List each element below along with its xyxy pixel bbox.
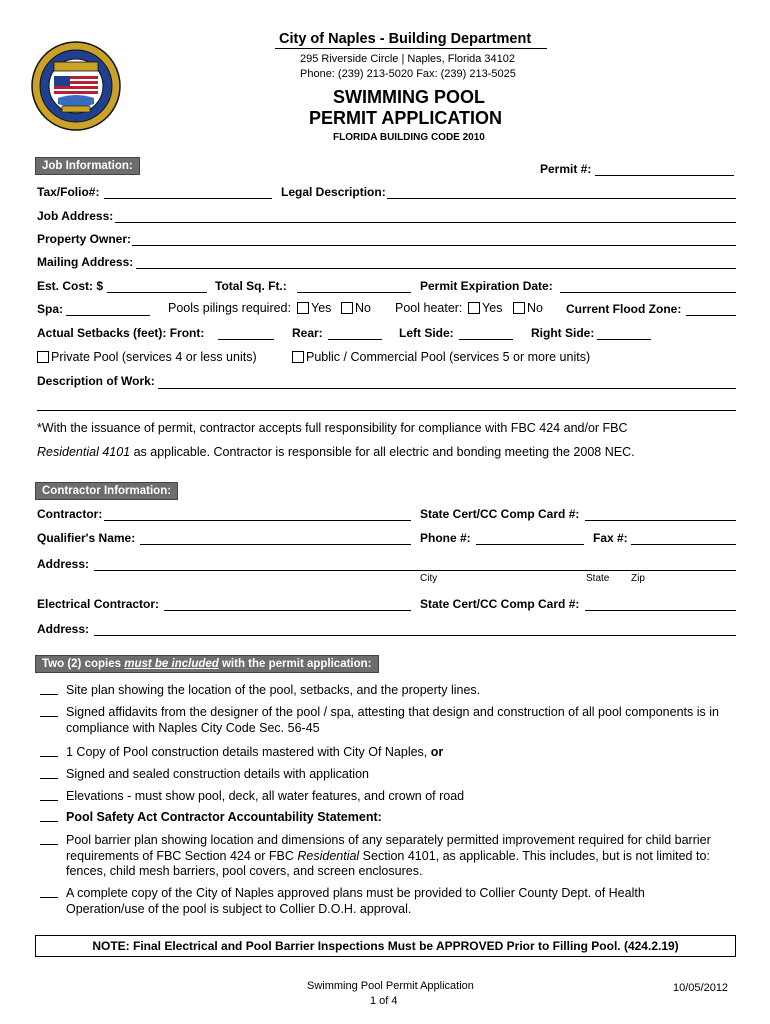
note-box bbox=[35, 935, 736, 957]
expiration-label: Permit Expiration Date: bbox=[420, 279, 553, 293]
description-label: Description of Work: bbox=[37, 374, 155, 388]
checklist-item[interactable] bbox=[40, 810, 740, 826]
checklist-blank[interactable] bbox=[40, 767, 58, 779]
checklist-text: Pool Safety Act Contractor Accountability Statement: bbox=[66, 810, 382, 824]
public-pool-option[interactable] bbox=[292, 350, 590, 364]
setbacks-rear-label: Rear: bbox=[292, 326, 323, 340]
cert-label: State Cert/CC Comp Card #: bbox=[420, 507, 580, 521]
contractor-address-label: Address: bbox=[37, 557, 90, 571]
notice-line-2 bbox=[37, 445, 635, 459]
page-title-line1: SWIMMING POOL bbox=[333, 87, 485, 107]
city-seal bbox=[30, 40, 122, 132]
city-caption: City bbox=[420, 573, 438, 584]
mailing-label: Mailing Address: bbox=[37, 255, 134, 269]
cert-field[interactable] bbox=[585, 520, 736, 521]
checklist-text: Pool barrier plan showing location and dimensions of any separately permitted improvement required for child barrier requirements of FBC Section 424 or FBC bbox=[66, 833, 711, 863]
section-contractor-information: Contractor Information: bbox=[35, 482, 178, 500]
expiration-field[interactable] bbox=[560, 292, 736, 293]
setbacks-front-label: Actual Setbacks (feet): Front: bbox=[37, 326, 205, 340]
checklist-text: Site plan showing the location of the pool, setbacks, and the property lines. bbox=[66, 683, 481, 697]
checklist-item[interactable] bbox=[40, 789, 740, 805]
description-field-2[interactable] bbox=[37, 410, 736, 411]
pilings-yes-checkbox[interactable] bbox=[297, 302, 309, 314]
setbacks-right-field[interactable] bbox=[597, 339, 651, 340]
checklist-text: 1 Copy of Pool construction details mastered with City Of Naples, bbox=[66, 745, 431, 759]
checklist-item[interactable] bbox=[40, 886, 740, 917]
contractor-label: Contractor: bbox=[37, 507, 103, 521]
setbacks-left-field[interactable] bbox=[459, 339, 513, 340]
qualifier-field[interactable] bbox=[140, 544, 411, 545]
private-pool-option[interactable] bbox=[37, 350, 257, 364]
heater-no-label: No bbox=[527, 301, 543, 315]
department-title: City of Naples - Building Department bbox=[279, 31, 532, 47]
private-pool-checkbox[interactable] bbox=[37, 351, 49, 363]
owner-field[interactable] bbox=[132, 245, 736, 246]
section-copies bbox=[35, 655, 379, 673]
heater-label: Pool heater: bbox=[395, 301, 463, 315]
fax-label: Fax #: bbox=[593, 531, 628, 545]
footer-page: 1 of 4 bbox=[370, 995, 398, 1007]
electrical-field[interactable] bbox=[164, 610, 411, 611]
spa-label: Spa: bbox=[37, 302, 64, 316]
electrical-address-label: Address: bbox=[37, 622, 90, 636]
checklist-blank[interactable] bbox=[40, 810, 58, 822]
pilings-no-checkbox[interactable] bbox=[341, 302, 353, 314]
flood-label: Current Flood Zone: bbox=[566, 302, 682, 316]
contractor-address-field[interactable] bbox=[94, 570, 736, 571]
zip-caption: Zip bbox=[631, 573, 645, 584]
copies-post: with the permit application: bbox=[218, 658, 372, 670]
checklist-text: Elevations - must show pool, deck, all water features, and crown of road bbox=[66, 789, 465, 803]
mailing-field[interactable] bbox=[136, 268, 736, 269]
setbacks-right-label: Right Side: bbox=[531, 326, 595, 340]
sqft-label: Total Sq. Ft.: bbox=[215, 279, 287, 293]
pilings-label: Pools pilings required: bbox=[168, 301, 291, 315]
footer-date: 10/05/2012 bbox=[673, 982, 729, 994]
checklist-item[interactable] bbox=[40, 833, 740, 880]
fax-field[interactable] bbox=[631, 544, 736, 545]
sqft-field[interactable] bbox=[297, 292, 411, 293]
private-pool-label: Private Pool (services 4 or less units) bbox=[51, 350, 257, 364]
notice-line-1: *With the issuance of permit, contractor accepts full responsibility for compliance with FBC 424 and/or FBC bbox=[37, 421, 628, 435]
checklist-text: Signed affidavits from the designer of the pool / spa, attesting that design and construction of all pool components is in compliance with Naples City Code Sec. 56-45 bbox=[66, 705, 719, 735]
phone-label: Phone #: bbox=[420, 531, 471, 545]
checklist-item[interactable] bbox=[40, 767, 740, 783]
checklist-text: A complete copy of the City of Naples approved plans must be provided to Collier County Dept. of Health Operation/use of the pool is subject to Collier D.O.H. approval. bbox=[66, 886, 645, 916]
setbacks-front-field[interactable] bbox=[218, 339, 274, 340]
footer-title: Swimming Pool Permit Application bbox=[307, 980, 474, 992]
department-address: 295 Riverside Circle | Naples, Florida 34102 bbox=[300, 53, 516, 65]
legal-label: Legal Description: bbox=[281, 185, 386, 199]
copies-pre: Two (2) copies bbox=[42, 658, 125, 670]
pilings-no[interactable] bbox=[341, 301, 371, 315]
public-pool-checkbox[interactable] bbox=[292, 351, 304, 363]
checklist-blank[interactable] bbox=[40, 833, 58, 845]
permit-field[interactable] bbox=[595, 175, 734, 176]
flood-field[interactable] bbox=[686, 315, 736, 316]
state-caption: State bbox=[586, 573, 610, 584]
checklist-item[interactable] bbox=[40, 705, 740, 736]
job-address-field[interactable] bbox=[115, 222, 736, 223]
heater-no-checkbox[interactable] bbox=[513, 302, 525, 314]
qualifier-label: Qualifier's Name: bbox=[37, 531, 136, 545]
spa-field[interactable] bbox=[66, 315, 150, 316]
phone-field[interactable] bbox=[476, 544, 584, 545]
page-title-line2: PERMIT APPLICATION bbox=[309, 108, 502, 128]
tax-field[interactable] bbox=[104, 198, 272, 199]
checklist-blank[interactable] bbox=[40, 886, 58, 898]
checklist-text-wrap bbox=[66, 745, 726, 761]
code-subtitle: FLORIDA BUILDING CODE 2010 bbox=[333, 132, 485, 143]
note-text: NOTE: Final Electrical and Pool Barrier Inspections Must be APPROVED Prior to Filling Pool. (424.2.19) bbox=[92, 939, 679, 953]
cost-field[interactable] bbox=[107, 292, 207, 293]
header-rule bbox=[275, 48, 547, 49]
section-job-information: Job Information: bbox=[35, 157, 140, 175]
checklist-text: Signed and sealed construction details with application bbox=[66, 767, 369, 781]
checklist-blank[interactable] bbox=[40, 683, 58, 695]
checklist-blank[interactable] bbox=[40, 789, 58, 801]
description-field-1[interactable] bbox=[158, 388, 736, 389]
checklist-item[interactable] bbox=[40, 745, 740, 761]
notice-rest: as applicable. Contractor is responsible for all electric and bonding meeting the 2008 NEC. bbox=[130, 445, 635, 459]
copies-emphasis: must be included bbox=[124, 658, 219, 670]
legal-field[interactable] bbox=[387, 198, 736, 199]
public-pool-label: Public / Commercial Pool (services 5 or more units) bbox=[306, 350, 591, 364]
or-word: or bbox=[430, 745, 444, 759]
heater-yes-checkbox[interactable] bbox=[468, 302, 480, 314]
tax-label: Tax/Folio#: bbox=[37, 185, 100, 199]
checklist-item[interactable] bbox=[40, 683, 740, 699]
setbacks-rear-field[interactable] bbox=[328, 339, 382, 340]
heater-yes[interactable] bbox=[468, 301, 502, 315]
checklist-text-rest: Section 4101, as applicable. This includes, but is not limited to: fences, child mesh barriers, pool covers, and screen enclosures. bbox=[66, 848, 710, 878]
contractor-field[interactable] bbox=[104, 520, 411, 521]
electrical-label: Electrical Contractor: bbox=[37, 597, 160, 611]
heater-yes-label: Yes bbox=[482, 301, 503, 315]
pilings-yes-label: Yes bbox=[311, 301, 332, 315]
residential-italic: Residential bbox=[297, 848, 360, 863]
checklist-blank[interactable] bbox=[40, 705, 58, 717]
permit-label: Permit #: bbox=[540, 162, 592, 176]
pilings-no-label: No bbox=[355, 301, 371, 315]
cert2-label: State Cert/CC Comp Card #: bbox=[420, 597, 580, 611]
department-phone: Phone: (239) 213-5020 Fax: (239) 213-5025 bbox=[300, 68, 516, 80]
job-address-label: Job Address: bbox=[37, 209, 114, 223]
cert2-field[interactable] bbox=[585, 610, 736, 611]
checklist-blank[interactable] bbox=[40, 745, 58, 757]
pilings-yes[interactable] bbox=[297, 301, 331, 315]
owner-label: Property Owner: bbox=[37, 232, 132, 246]
checklist-text-wrap bbox=[66, 833, 726, 880]
heater-no[interactable] bbox=[513, 301, 543, 315]
setbacks-left-label: Left Side: bbox=[399, 326, 454, 340]
cost-label: Est. Cost: $ bbox=[37, 279, 104, 293]
notice-italic: Residential 4101 bbox=[37, 445, 131, 459]
electrical-address-field[interactable] bbox=[94, 635, 736, 636]
